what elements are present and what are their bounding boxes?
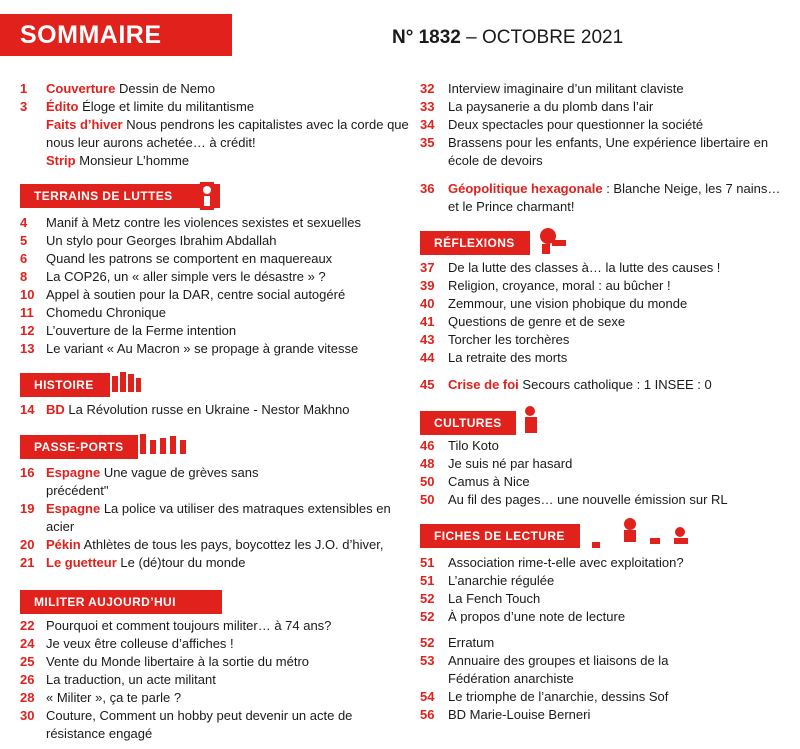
toc-entry[interactable] [420,116,790,134]
page-number: 11 [20,305,34,320]
toc-entry[interactable] [420,634,790,652]
page-number: 6 [20,251,28,266]
entry-title: Éloge et limite du militantisme [82,99,255,114]
section-title: CULTURES [434,416,502,430]
entry-title: Torcher les torchères [448,332,570,347]
section-title: TERRAINS DE LUTTES [34,189,173,203]
entry-title: L’anarchie régulée [448,573,555,588]
section-header-histoire [20,373,110,397]
toc-entry[interactable] [20,286,410,304]
marchers-illustration-icon [138,428,196,458]
entry-title: Je veux être colleuse d’affiches ! [46,636,234,651]
entry-title: BD Marie-Louise Berneri [448,707,591,722]
rubric: Pékin [46,537,81,552]
entry-title: La retraite des morts [448,350,568,365]
entry-title: Quand les patrons se comportent en maquereaux [46,251,333,266]
entry-title: La traduction, un acte militant [46,672,216,687]
rubric: Espagne [46,465,101,480]
rubric: Strip [46,153,76,168]
toc-entry[interactable] [420,80,790,98]
entry-title: Vente du Monde libertaire à la sortie du métro [46,654,310,669]
toc-entry[interactable] [20,617,410,635]
section-title: FICHES DE LECTURE [434,529,565,543]
rubric: Faits d’hiver [46,117,123,132]
toc-entry[interactable] [420,437,790,455]
toc-entry[interactable] [20,500,410,536]
toc-entry[interactable] [420,652,730,688]
toc-entry[interactable] [20,554,410,572]
scattered-figures-illustration-icon [588,512,708,556]
toc-entry[interactable] [420,491,790,509]
toc-entry[interactable] [420,554,790,572]
page-number: 21 [20,555,35,570]
entry-title: Je suis né par hasard [448,456,573,471]
toc-entry[interactable] [20,268,410,286]
section-title: PASSE-PORTS [34,440,124,454]
rubric: Espagne [46,501,101,516]
page-number: 51 [420,573,435,588]
rubric: Géopolitique hexagonale [448,181,603,196]
toc-entry[interactable] [420,295,790,313]
page-number: 37 [420,260,435,275]
entry-title: De la lutte des classes à… la lutte des causes ! [448,260,721,275]
toc-entry[interactable] [20,250,410,268]
page-number: 30 [20,708,35,723]
entry-title: Appel à soutien pour la DAR, centre social autogéré [46,287,346,302]
page-number: 13 [20,341,35,356]
entry-title: Tilo Koto [448,438,499,453]
entry-title: La COP26, un « aller simple vers le désastre » ? [46,269,326,284]
page-number: 4 [20,215,28,230]
entry-title: Annuaire des groupes et liaisons de la Fédération anarchiste [448,653,669,686]
entry-title: Questions de genre et de sexe [448,314,626,329]
toc-entry[interactable] [20,635,410,653]
crowd-illustration-icon [110,368,142,396]
page-number: 54 [420,689,435,704]
page-number: 39 [420,278,435,293]
entry-title: Un stylo pour Georges Ibrahim Abdallah [46,233,277,248]
page-number: 19 [20,501,35,516]
entry-title: Dessin de Nemo [118,81,216,96]
entry-title: Deux spectacles pour questionner la société [448,117,704,132]
toc-entry[interactable] [20,536,410,554]
page-number: 20 [20,537,35,552]
toc-entry[interactable] [420,473,790,491]
entry-title: Le (dé)tour du monde [120,555,246,570]
entry-title: Manif à Metz contre les violences sexistes et sexuelles [46,215,362,230]
rubric: BD [46,402,65,417]
page-number: 16 [20,465,35,480]
page-number: 56 [420,707,435,722]
section-header-fiches [420,524,580,548]
toc-entry[interactable] [420,608,790,626]
page-number: 24 [20,636,35,651]
page-title: SOMMAIRE [20,21,162,49]
entry-title: Brassens pour les enfants, Une expérience libertaire en école de devoirs [448,135,769,168]
page-number: 43 [420,332,435,347]
rubric: Couverture [46,81,116,96]
rubric: Crise de foi [448,377,519,392]
page-number: 45 [420,377,435,392]
page-number: 3 [20,99,28,114]
page-number: 50 [420,474,435,489]
toc-entry[interactable] [420,688,790,706]
page-number: 12 [20,323,35,338]
toc-entry[interactable] [20,232,410,250]
section-header-terrains [20,184,220,208]
rubric: Édito [46,99,79,114]
section-title: HISTOIRE [34,378,94,392]
toc-entry[interactable] [20,98,410,116]
section-header-cultures [420,411,516,435]
toc-entry[interactable] [20,671,410,689]
toc-entry[interactable] [420,590,790,608]
entry-title: La police va utiliser des matraques extensibles en acier [46,501,391,534]
toc-entry[interactable] [420,134,790,170]
entry-title: La paysanerie a du plomb dans l’air [448,99,654,114]
page-number: 52 [420,591,435,606]
toc-entry[interactable] [420,180,790,216]
page-number: 40 [420,296,435,311]
entry-title: Zemmour, une vision phobique du monde [448,296,688,311]
page-number: 50 [420,492,435,507]
page-number: 34 [420,117,435,132]
toc-entry[interactable] [20,304,410,322]
page-number: 46 [420,438,435,453]
page-number: 26 [20,672,35,687]
entry-title: À propos d’une note de lecture [448,609,626,624]
page-number: 44 [420,350,435,365]
toc-entry[interactable] [20,80,410,98]
toc-entry[interactable] [420,376,790,394]
entry-title: Interview imaginaire d’un militant claviste [448,81,684,96]
section-header-passeports [20,435,138,459]
entry-title: Le variant « Au Macron » se propage à grande vitesse [46,341,359,356]
entry-title: Association rime-t-elle avec exploitation? [448,555,684,570]
entry-title: Le triomphe de l’anarchie, dessins Sof [448,689,669,704]
militant-illustration-icon [196,178,218,212]
section-header-reflexions [420,231,530,255]
entry-title: La Révolution russe en Ukraine - Nestor Makhno [68,402,350,417]
entry-title: Erratum [448,635,495,650]
toc-entry[interactable] [420,259,790,277]
toc-entry[interactable] [420,455,790,473]
issue-info [392,26,623,50]
entry-title: Une vague de grèves sans précédent" [46,465,259,498]
entry-title: Chomedu Chronique [46,305,166,320]
toc-entry[interactable] [20,653,410,671]
entry-title: L’ouverture de la Ferme intention [46,323,237,338]
rubric: Le guetteur [46,555,117,570]
entry-title: Pourquoi et comment toujours militer… à 74 ans? [46,618,332,633]
page-number: 1 [20,81,28,96]
page-number: 25 [20,654,35,669]
entry-title: Camus à Nice [448,474,530,489]
torch-illustration-icon [534,222,570,256]
section-title: MILITER AUJOURD’HUI [34,595,176,609]
page-number: 22 [20,618,35,633]
page-number: 33 [420,99,435,114]
entry-title: La Fench Touch [448,591,541,606]
page-number: 48 [420,456,435,471]
page-number: 53 [420,653,435,668]
entry-title: Athlètes de tous les pays, boycottez les J.O. d’hiver, [83,537,384,552]
toc-entry[interactable] [20,214,410,232]
page-number: 36 [420,181,435,196]
toc-entry[interactable] [20,116,410,152]
page-number: 32 [420,81,435,96]
toc-entry[interactable] [420,572,790,590]
toc-entry[interactable] [20,707,410,743]
page-number: 8 [20,269,28,284]
page-number: 52 [420,635,435,650]
page-number: 5 [20,233,28,248]
toc-entry[interactable] [420,706,790,724]
toc-entry[interactable] [420,349,790,367]
toc-entry[interactable] [420,331,790,349]
page-number: 35 [420,135,435,150]
entry-title: Au fil des pages… une nouvelle émission sur RL [448,492,728,507]
page-number: 52 [420,609,435,624]
entry-title: Religion, croyance, moral : au bûcher ! [448,278,671,293]
page-number: 10 [20,287,35,302]
page-number: 28 [20,690,35,705]
toc-entry[interactable] [20,322,410,340]
issue-number: N° 1832 [392,27,461,48]
toc-entry[interactable] [20,401,410,419]
figure-illustration-icon [518,403,546,435]
page-number: 51 [420,555,435,570]
entry-title: Nous pendrons les capitalistes avec la corde que nous leur aurons achetée… à crédit! [46,117,409,150]
toc-entry[interactable] [420,277,790,295]
section-title: RÉFLEXIONS [434,236,515,250]
section-header-militer [20,590,222,614]
entry-title: Monsieur L’homme [79,153,190,168]
toc-entry[interactable] [420,98,790,116]
toc-entry[interactable] [20,152,410,170]
entry-title: « Militer », ça te parle ? [46,690,182,705]
entry-title: Secours catholique : 1 INSEE : 0 [522,377,712,392]
toc-entry[interactable] [20,689,410,707]
page-number: 41 [420,314,435,329]
entry-title: Couture, Comment un hobby peut devenir un acte de résistance engagé [46,708,353,741]
toc-entry[interactable] [20,464,410,500]
toc-entry[interactable] [20,340,410,358]
page-number: 14 [20,402,35,417]
entry-title: : Blanche Neige, les 7 nains… et le Prince charmant! [448,181,781,214]
toc-entry[interactable] [420,313,790,331]
issue-date: – OCTOBRE 2021 [460,27,624,48]
